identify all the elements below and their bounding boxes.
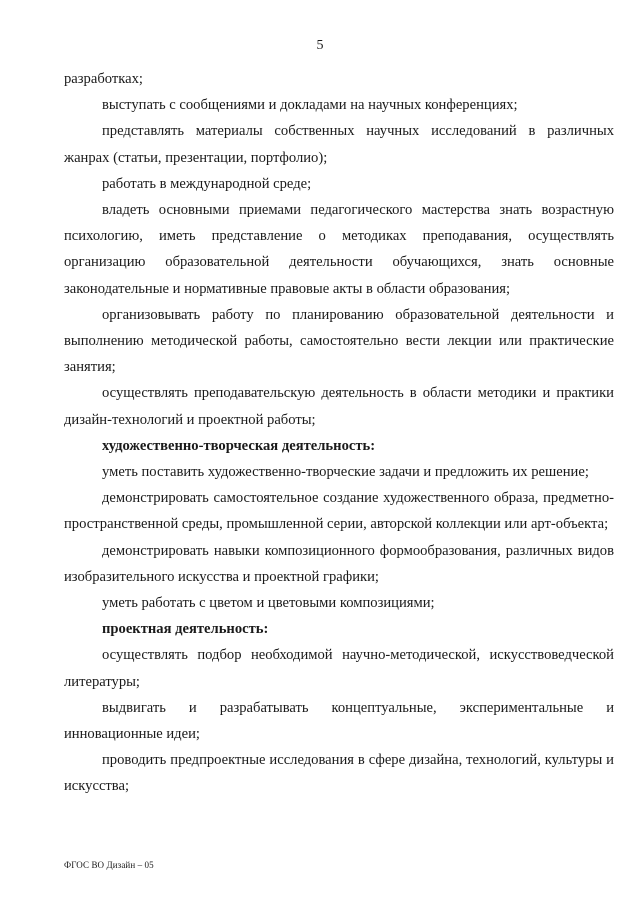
paragraph: разработках;	[64, 71, 143, 87]
paragraph: выдвигать и разрабатывать концептуальные, экспериментальные и инновационные идеи;	[64, 699, 614, 743]
paragraph: организовывать работу по планированию образовательной деятельности и выполнению методической работы, самостоятельно вести лекции или практические занятия;	[64, 306, 614, 376]
paragraph: демонстрировать самостоятельное создание художественного образа, предметно-пространственной среды, промышленной серии, авторской коллекции или арт-объекта;	[64, 490, 614, 533]
footer-code: ФГОС ВО Дизайн – 05	[64, 860, 154, 870]
paragraph: представлять материалы собственных научных исследований в различных жанрах (статьи, презентации, портфолио);	[64, 123, 614, 166]
paragraph: осуществлять подбор необходимой научно-методической, искусствоведческой литературы;	[64, 647, 614, 690]
document-body	[64, 66, 614, 800]
paragraph: уметь поставить художественно-творческие задачи и предложить их решение;	[102, 464, 589, 481]
section-heading: художественно-творческая деятельность:	[102, 437, 376, 454]
paragraph: демонстрировать навыки композиционного формообразования, различных видов изобразительного искусства и проектной графики;	[64, 542, 614, 585]
paragraph: владеть основными приемами педагогического мастерства знать возрастную психологию, иметь представление о методиках преподавания, осуществлять организацию образовательной деятельности обучающихся, знать основные законодательные и нормативные правовые акты в области образования;	[64, 202, 614, 297]
page-number: 5	[316, 38, 324, 53]
paragraph: осуществлять преподавательскую деятельность в области методики и практики дизайн-технологий и проектной работы;	[64, 385, 614, 428]
paragraph: выступать с сообщениями и докладами на научных конференциях;	[102, 97, 518, 114]
section-heading: проектная деятельность:	[102, 621, 269, 638]
paragraph: проводить предпроектные исследования в сфере дизайна, технологий, культуры и искусства;	[64, 752, 614, 795]
paragraph: работать в международной среде;	[102, 175, 312, 192]
paragraph: уметь работать с цветом и цветовыми композициями;	[102, 595, 435, 612]
